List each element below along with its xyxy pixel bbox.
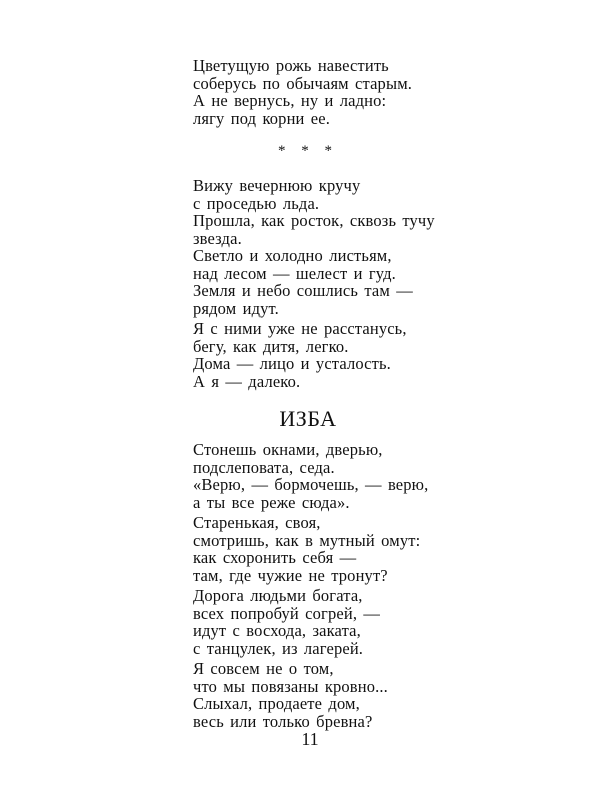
poem3-stanza-3 [193,587,380,657]
poem-line: с проседью льда. [193,193,320,213]
asterism-separator: * * * [278,143,338,159]
poem-line: Старенькая, своя, [193,513,321,532]
poem-line: смотришь, как в мутный омут: [193,530,421,550]
poem-line: Я совсем не о том, [193,659,334,678]
poem2-stanza-1 [193,177,435,247]
poem-line: Дорога людьми богата, [193,586,363,605]
poem2-stanza-2 [193,247,413,317]
poem-line: подслеповата, седа. [193,457,335,477]
poem-line: над лесом — шелест и гуд. [193,263,396,283]
poem-line: соберусь по обычаям старым. [193,73,413,93]
poem-line: Прошла, как росток, сквозь тучу [193,211,435,231]
poem-line: весь или только бревна? [193,711,373,731]
poem-line: что мы повязаны кровно... [193,676,388,696]
poem-line: Дома — лицо и усталость. [193,354,391,374]
poem-line: «Верю, — бормочешь, — верю, [193,475,429,495]
poem-line: там, где чужие не тронут? [193,565,388,585]
poem-line: Земля и небо сошлись там — [193,281,413,301]
page-number: 11 [301,729,319,749]
poem-line: идут с восхода, заката, [193,621,361,641]
stanza-continued-poem [193,57,412,127]
poem-line: Цветущую рожь навестить [193,56,389,75]
poem-line: Светло и холодно листьям, [193,246,392,265]
poem-line: Вижу вечернюю кручу [193,176,361,195]
poem-line: рядом идут. [193,298,279,318]
poem-line: Стонешь окнами, дверью, [193,440,383,459]
poem2-stanza-3 [193,320,407,390]
poem3-stanza-2 [193,514,420,584]
poem-line: а ты все реже сюда». [193,492,350,512]
poem-title: ИЗБА [279,406,337,431]
poem-line: как схоронить себя — [193,548,357,568]
poem-line: Слыхал, продаете дом, [193,694,360,714]
poem-line: с танцулек, из лагерей. [193,638,364,658]
poem-line: Я с ними уже не расстанусь, [193,319,407,338]
poem3-stanza-4 [193,660,388,730]
poem-line: всех попробуй согрей, — [193,603,381,623]
poem-line: бегу, как дитя, легко. [193,336,349,356]
poem-line: А не вернусь, ну и ладно: [193,91,387,111]
poem-line: А я — далеко. [193,371,301,391]
poem-line: звезда. [193,228,242,248]
poem3-stanza-1 [193,441,428,511]
poem-line: лягу под корни ее. [193,108,331,128]
